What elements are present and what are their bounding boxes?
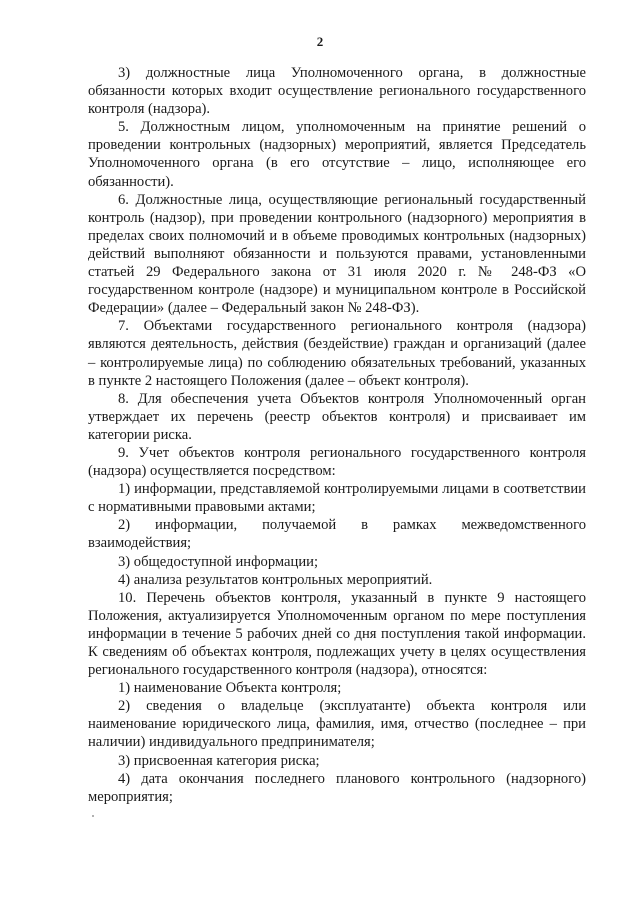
- paragraph-clause-10-item-3: 3) присвоенная категория риска;: [118, 752, 320, 769]
- paragraph-clause-5: 5. Должностным лицом, уполномоченным на принятие решений о проведении контрольных (надзорных) мероприятий, является Председатель Уполномоченного органа (в его отсутствие – лицо, исполняющее его обязанности).: [88, 119, 586, 190]
- paragraph-clause-9-item-4: 4) анализа результатов контрольных мероприятий.: [118, 571, 433, 588]
- paragraph-clause-10-item-2: 2) сведения о владельце (эксплуатанте) объекта контроля или наименование юридического лица, фамилия, имя, отчество (последнее – при наличии) индивидуального предпринимателя;: [88, 698, 586, 751]
- document-body: [88, 64, 586, 806]
- paragraph-clause-10-item-4: 4) дата окончания последнего планового контрольного (надзорного) мероприятия;: [88, 770, 586, 805]
- paragraph-clause-6: 6. Должностные лица, осуществляющие региональный государственный контроль (надзор), при проведении контрольного (надзорного) мероприятия в пределах своих полномочий и в объеме проводимых контрольных (надзорных) действий выполняют обязанности и пользуются правами, установленными статьей 29 Федерального закона от 31 июля 2020 г. № 248-ФЗ «О государственном контроле (надзоре) и муниципальном контроле в Российской Федерации» (далее – Федеральный закон № 248-ФЗ).: [88, 191, 586, 317]
- paragraph-item-3: 3) должностные лица Уполномоченного органа, в должностные обязанности которых входит осуществление регионального государственного контроля (надзора).: [88, 65, 586, 118]
- paragraph-clause-10-item-1: 1) наименование Объекта контроля;: [118, 680, 342, 697]
- paragraph-clause-9-item-2: 2) информации, получаемой в рамках межведомственного взаимодействия;: [88, 517, 586, 552]
- paragraph-clause-9: 9. Учет объектов контроля регионального государственного контроля (надзора) осуществляется посредством:: [88, 444, 586, 480]
- paragraph-clause-9-item-1: 1) информации, представляемой контролируемыми лицами в соответствии с нормативными правовыми актами;: [88, 481, 586, 516]
- paragraph-clause-10: 10. Перечень объектов контроля, указанный в пункте 9 настоящего Положения, актуализируется Уполномоченным органом по мере поступления информации в течение 5 рабочих дней со дня поступления такой информации. К сведениям об объектах контроля, подлежащих учету в целях осуществления регионального государственного контроля (надзора), относятся:: [88, 589, 586, 679]
- paragraph-clause-8: 8. Для обеспечения учета Объектов контроля Уполномоченный орган утверждает их перечень (реестр объектов контроля) и присваивает им категории риска.: [88, 390, 586, 443]
- page-number: 2: [316, 34, 324, 49]
- scan-speck: [92, 815, 94, 817]
- paragraph-clause-7: 7. Объектами государственного регионального контроля (надзора) являются деятельность, действия (бездействие) граждан и организаций (далее – контролируемые лица) по соблюдению обязательных требований, указанных в пункте 2 настоящего Положения (далее – объект контроля).: [88, 318, 586, 389]
- paragraph-clause-9-item-3: 3) общедоступной информации;: [118, 553, 319, 570]
